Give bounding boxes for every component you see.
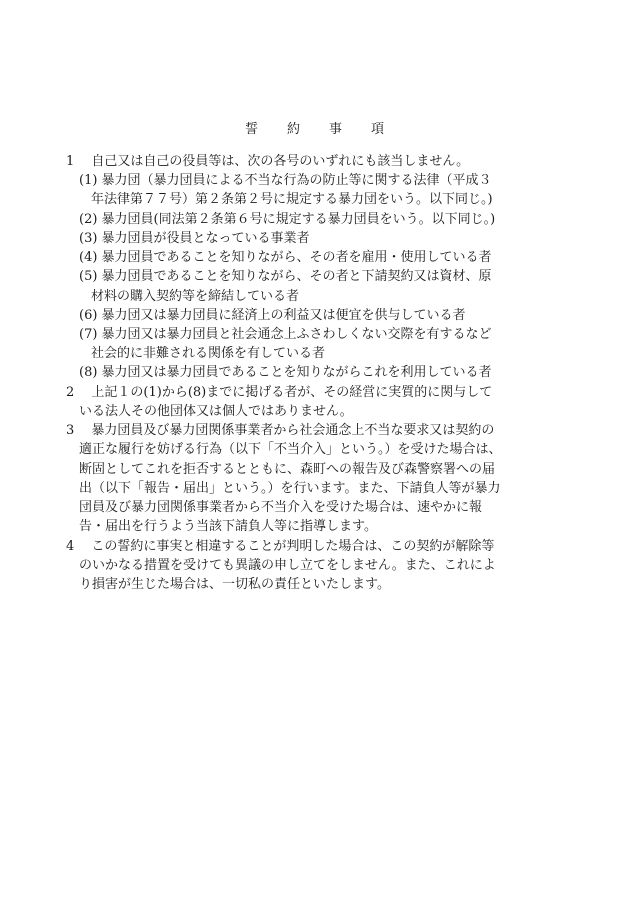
text-line: (5) 暴力団員であることを知りながら、その者と下請契約又は資材、原 bbox=[79, 269, 492, 284]
text-line: 材料の購入契約等を締結している者 bbox=[91, 289, 300, 304]
text-line: 出（以下「報告・届出」という。）を行います。また、下請負人等が暴力 bbox=[79, 481, 501, 496]
text-line: (4) 暴力団員であることを知りながら、その者を雇用・使用している者 bbox=[79, 250, 492, 265]
text-line: 年法律第７７号）第２条第２号に規定する暴力団をいう。以下同じ。) bbox=[91, 192, 493, 207]
text-line: 断固としてこれを拒否するとともに、森町への報告及び森警察署への届 bbox=[79, 462, 496, 477]
text-line: り損害が生じた場合は、一切私の責任といたします。 bbox=[79, 577, 390, 592]
text-line: (6) 暴力団又は暴力団員に経済上の利益又は便宜を供与している者 bbox=[79, 308, 466, 323]
text-line: (1) 暴力団（暴力団員による不当な行為の防止等に関する法律（平成３ bbox=[79, 173, 492, 188]
text-line: のいかなる措置を受けても異議の申し立てをしません。また、これによ bbox=[79, 558, 496, 573]
text-line: 3 暴力団員及び暴力団関係事業者から社会通念上不当な要求又は契約の bbox=[66, 423, 495, 438]
text-line: いる法人その他団体又は個人ではありません。 bbox=[79, 404, 353, 419]
text-line: 団員及び暴力団関係事業者から不当介入を受けた場合は、速やかに報 bbox=[79, 500, 483, 515]
text-line: 4 この誓約に事実と相違することが判明した場合は、この契約が解除等 bbox=[66, 539, 495, 554]
text-line: 2 上記１の(1)から(8)までに掲げる者が、その経営に実質的に関与して bbox=[66, 385, 493, 400]
text-line: 適正な履行を妨げる行為（以下「不当介入」という。）を受けた場合は、 bbox=[79, 442, 502, 457]
document-title: 誓 約 事 項 bbox=[244, 122, 385, 137]
text-line: (3) 暴力団員が役員となっている事業者 bbox=[79, 231, 310, 246]
text-line: (8) 暴力団又は暴力団員であることを知りながらこれを利用している者 bbox=[79, 365, 492, 380]
text-line: (2) 暴力団員(同法第２条第６号に規定する暴力団員をいう。以下同じ。) bbox=[79, 212, 496, 227]
text-line: (7) 暴力団又は暴力団員と社会通念上ふさわしくない交際を有するなど bbox=[79, 327, 492, 342]
text-line: 告・届出を行うよう当該下請負人等に指導します。 bbox=[79, 519, 377, 534]
text-line: 1 自己又は自己の役員等は、次の各号のいずれにも該当しません。 bbox=[66, 154, 470, 169]
text-line: 社会的に非難される関係を有している者 bbox=[91, 346, 326, 361]
